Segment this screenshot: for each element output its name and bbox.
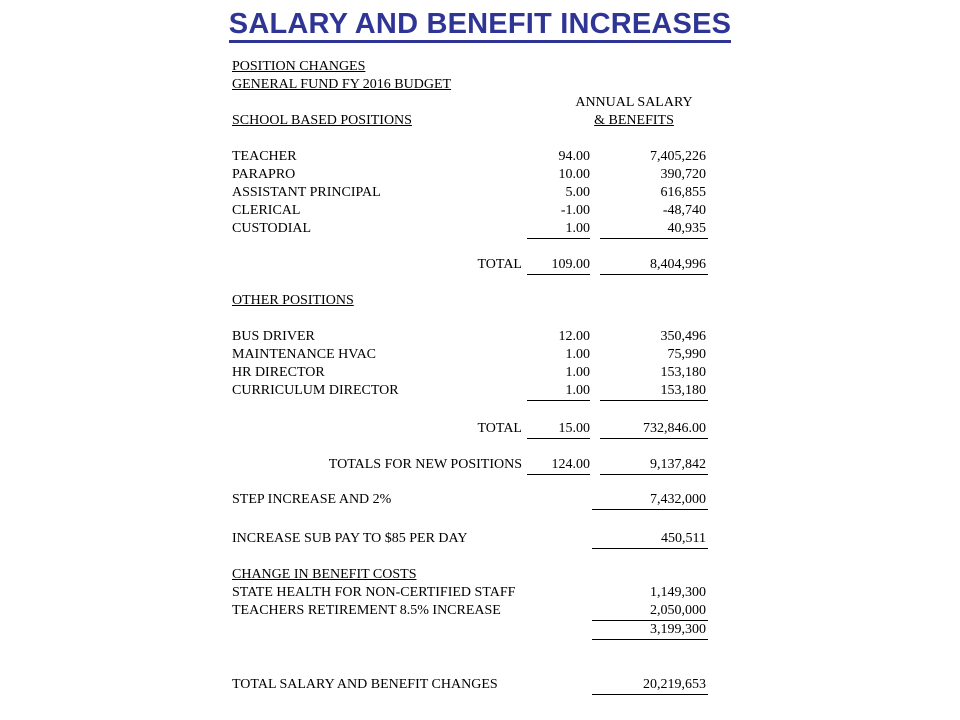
row-amount: 616,855 <box>660 185 706 200</box>
header-line-1: POSITION CHANGES <box>232 59 366 74</box>
other-total-amount: 732,846.00 <box>643 421 706 436</box>
grand-total-amount: 20,219,653 <box>643 677 706 692</box>
count-rule <box>527 438 590 439</box>
row-label: MAINTENANCE HVAC <box>232 347 377 362</box>
row-count: 5.00 <box>565 185 590 200</box>
amount-rule <box>592 509 708 510</box>
row-label: CLERICAL <box>232 203 301 218</box>
benefits-subtotal: 3,199,300 <box>650 622 706 637</box>
row-amount: 40,935 <box>667 221 706 236</box>
row-label: CUSTODIAL <box>232 221 312 236</box>
row-label: TEACHERS RETIREMENT 8.5% INCREASE <box>232 603 501 618</box>
section-heading-other: OTHER POSITIONS <box>232 293 354 308</box>
row-label: ASSISTANT PRINCIPAL <box>232 185 381 200</box>
other-total-count: 15.00 <box>558 421 590 436</box>
amount-rule <box>592 639 708 640</box>
count-rule <box>527 474 590 475</box>
grand-total-label: TOTAL SALARY AND BENEFIT CHANGES <box>232 677 498 692</box>
count-rule <box>527 238 590 239</box>
row-count: 1.00 <box>565 221 590 236</box>
row-count: -1.00 <box>560 203 590 218</box>
row-count: 10.00 <box>558 167 590 182</box>
page-title-text: SALARY AND BENEFIT INCREASES <box>229 8 731 43</box>
row-amount: 153,180 <box>660 365 706 380</box>
row-count: 1.00 <box>565 383 590 398</box>
sub-pay-amount: 450,511 <box>661 531 706 546</box>
other-total-label: TOTAL <box>477 421 522 436</box>
new-positions-label: TOTALS FOR NEW POSITIONS <box>328 457 522 472</box>
row-count: 94.00 <box>558 149 590 164</box>
row-amount: 75,990 <box>667 347 706 362</box>
row-count: 12.00 <box>558 329 590 344</box>
row-count: 1.00 <box>565 347 590 362</box>
amount-rule <box>600 274 708 275</box>
count-rule <box>527 274 590 275</box>
amount-rule <box>600 238 708 239</box>
sub-pay-label: INCREASE SUB PAY TO $85 PER DAY <box>232 531 468 546</box>
row-label: PARAPRO <box>232 167 296 182</box>
amount-rule <box>600 474 708 475</box>
column-heading-1: ANNUAL SALARY <box>575 95 693 110</box>
new-positions-amount: 9,137,842 <box>650 457 706 472</box>
row-amount: 7,405,226 <box>650 149 706 164</box>
amount-rule <box>592 694 708 695</box>
amount-rule <box>592 620 708 621</box>
row-amount: -48,740 <box>662 203 706 218</box>
amount-rule <box>600 438 708 439</box>
new-positions-count: 124.00 <box>551 457 590 472</box>
row-label: HR DIRECTOR <box>232 365 325 380</box>
column-heading-2: & BENEFITS <box>594 113 674 128</box>
school-total-label: TOTAL <box>477 257 522 272</box>
row-amount: 1,149,300 <box>650 585 706 600</box>
row-amount: 153,180 <box>660 383 706 398</box>
header-line-2: GENERAL FUND FY 2016 BUDGET <box>232 77 452 92</box>
section-heading-benefits: CHANGE IN BENEFIT COSTS <box>232 567 417 582</box>
amount-rule <box>600 400 708 401</box>
step-increase-label: STEP INCREASE AND 2% <box>232 492 392 507</box>
step-increase-amount: 7,432,000 <box>650 492 706 507</box>
school-total-amount: 8,404,996 <box>650 257 706 272</box>
count-rule <box>527 400 590 401</box>
row-amount: 350,496 <box>660 329 706 344</box>
row-label: STATE HEALTH FOR NON-CERTIFIED STAFF <box>232 585 516 600</box>
school-total-count: 109.00 <box>551 257 590 272</box>
row-label: TEACHER <box>232 149 297 164</box>
row-label: BUS DRIVER <box>232 329 315 344</box>
row-amount: 2,050,000 <box>650 603 706 618</box>
amount-rule <box>592 548 708 549</box>
row-label: CURRICULUM DIRECTOR <box>232 383 399 398</box>
row-count: 1.00 <box>565 365 590 380</box>
row-amount: 390,720 <box>660 167 706 182</box>
section-heading-school: SCHOOL BASED POSITIONS <box>232 113 412 128</box>
